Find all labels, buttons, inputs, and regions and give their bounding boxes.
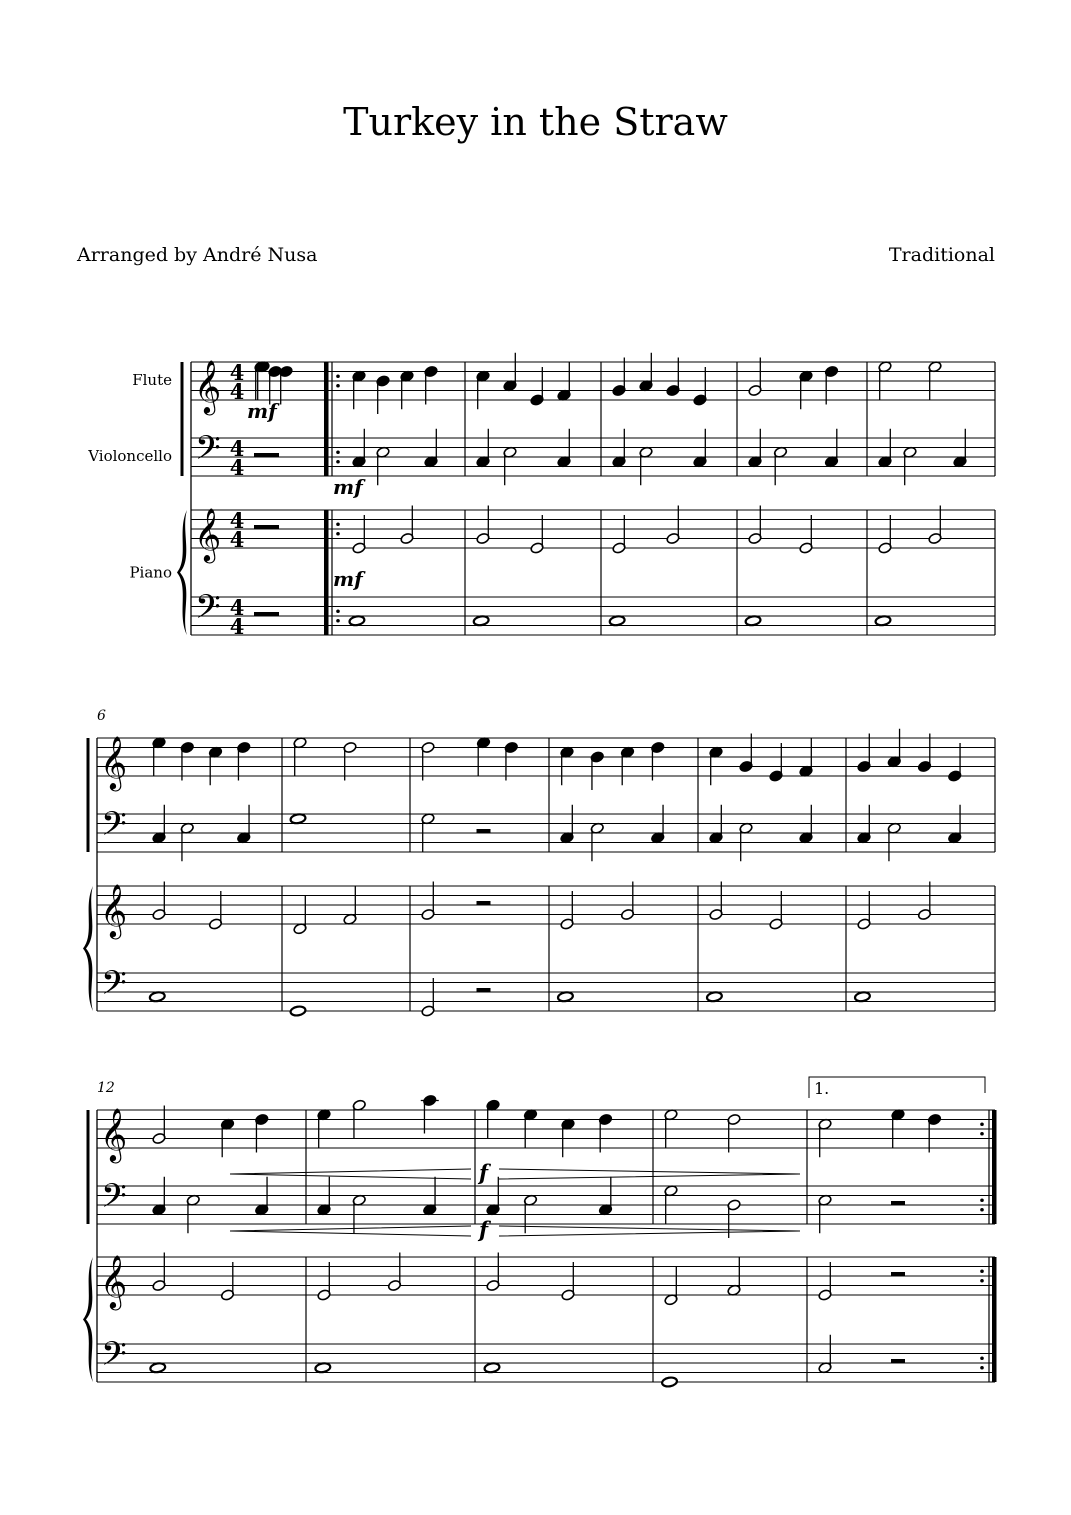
crescendo-hairpin <box>230 1226 471 1236</box>
time-signature-bottom: 4 <box>229 455 245 480</box>
treble-clef-icon: 𝄞 <box>100 883 128 937</box>
repeat-dot <box>336 522 340 526</box>
whole-note <box>661 1376 677 1387</box>
repeat-dot <box>980 1279 984 1283</box>
half-rest <box>265 525 279 530</box>
repeat-dot <box>980 1122 984 1126</box>
half-rest <box>265 453 279 458</box>
whole-note <box>745 615 761 626</box>
volta-label: 1. <box>814 1079 830 1098</box>
treble-clef-icon: 𝄞 <box>100 735 128 789</box>
score-title: Turkey in the Straw <box>343 100 728 144</box>
whole-note <box>150 1362 166 1373</box>
repeat-dot <box>336 460 340 464</box>
repeat-dot <box>336 609 340 613</box>
half-rest <box>477 829 491 834</box>
whole-note <box>149 991 165 1002</box>
final-barline-thick <box>992 1110 997 1224</box>
time-signature-bottom: 4 <box>229 527 245 552</box>
repeat-dot <box>336 532 340 536</box>
bass-clef-icon: 𝄢 <box>101 1335 127 1382</box>
repeat-dot <box>336 384 340 388</box>
whole-note <box>349 615 365 626</box>
whole-note <box>609 615 625 626</box>
whole-note <box>290 1005 306 1016</box>
time-signature-bottom: 4 <box>229 614 245 639</box>
composer-credit: Traditional <box>888 244 995 266</box>
dynamic-marking: f <box>479 1217 489 1242</box>
instrument-label-flute: Flute <box>132 370 172 389</box>
treble-clef-icon: 𝄞 <box>194 359 222 413</box>
start-repeat-thick <box>324 510 329 635</box>
final-barline-thick <box>992 1257 997 1382</box>
dynamic-marking: mf <box>333 475 363 499</box>
treble-clef-icon: 𝄞 <box>194 507 222 561</box>
half-rest <box>891 1272 905 1277</box>
whole-note <box>484 1362 500 1373</box>
decrescendo-hairpin <box>499 1226 800 1236</box>
time-signature-top: 4 <box>229 595 245 620</box>
whole-note <box>290 813 306 824</box>
whole-note <box>875 615 891 626</box>
half-rest <box>265 612 279 617</box>
repeat-dot <box>980 1356 984 1360</box>
repeat-dot <box>980 1366 984 1370</box>
dynamic-marking: mf <box>333 567 363 591</box>
dynamic-marking: mf <box>247 399 277 423</box>
repeat-dot <box>980 1269 984 1273</box>
bar-number: 12 <box>97 1080 115 1096</box>
repeat-dot <box>980 1198 984 1202</box>
treble-clef-icon: 𝄞 <box>100 1254 128 1308</box>
whole-note <box>473 615 489 626</box>
arranger-credit: Arranged by André Nusa <box>77 244 318 266</box>
bass-clef-icon: 𝄢 <box>195 429 221 476</box>
bar-number: 6 <box>97 708 106 724</box>
half-rest <box>891 1359 905 1364</box>
repeat-dot <box>336 374 340 378</box>
instrument-label-cello: Violoncello <box>88 446 172 465</box>
time-signature-top: 4 <box>229 436 245 461</box>
time-signature-bottom: 4 <box>229 379 245 404</box>
whole-note <box>706 991 722 1002</box>
repeat-dot <box>980 1208 984 1212</box>
start-repeat-thick <box>324 362 329 476</box>
repeat-dot <box>336 450 340 454</box>
bass-clef-icon: 𝄢 <box>101 805 127 852</box>
whole-note <box>557 991 573 1002</box>
time-signature-top: 4 <box>229 508 245 533</box>
instrument-label-piano: Piano <box>129 563 172 582</box>
bass-clef-icon: 𝄢 <box>195 588 221 635</box>
dynamic-marking: f <box>479 1160 489 1185</box>
repeat-dot <box>336 619 340 623</box>
whole-note <box>315 1362 331 1373</box>
bass-clef-icon: 𝄢 <box>101 1177 127 1224</box>
half-rest <box>891 1201 905 1206</box>
repeat-dot <box>980 1132 984 1136</box>
whole-note <box>854 991 870 1002</box>
half-rest <box>477 901 491 906</box>
half-rest <box>477 988 491 993</box>
decrescendo-hairpin <box>499 1169 800 1179</box>
time-signature-top: 4 <box>229 360 245 385</box>
volta-bracket <box>809 1077 985 1098</box>
treble-clef-icon: 𝄞 <box>100 1107 128 1161</box>
bass-clef-icon: 𝄢 <box>101 964 127 1011</box>
